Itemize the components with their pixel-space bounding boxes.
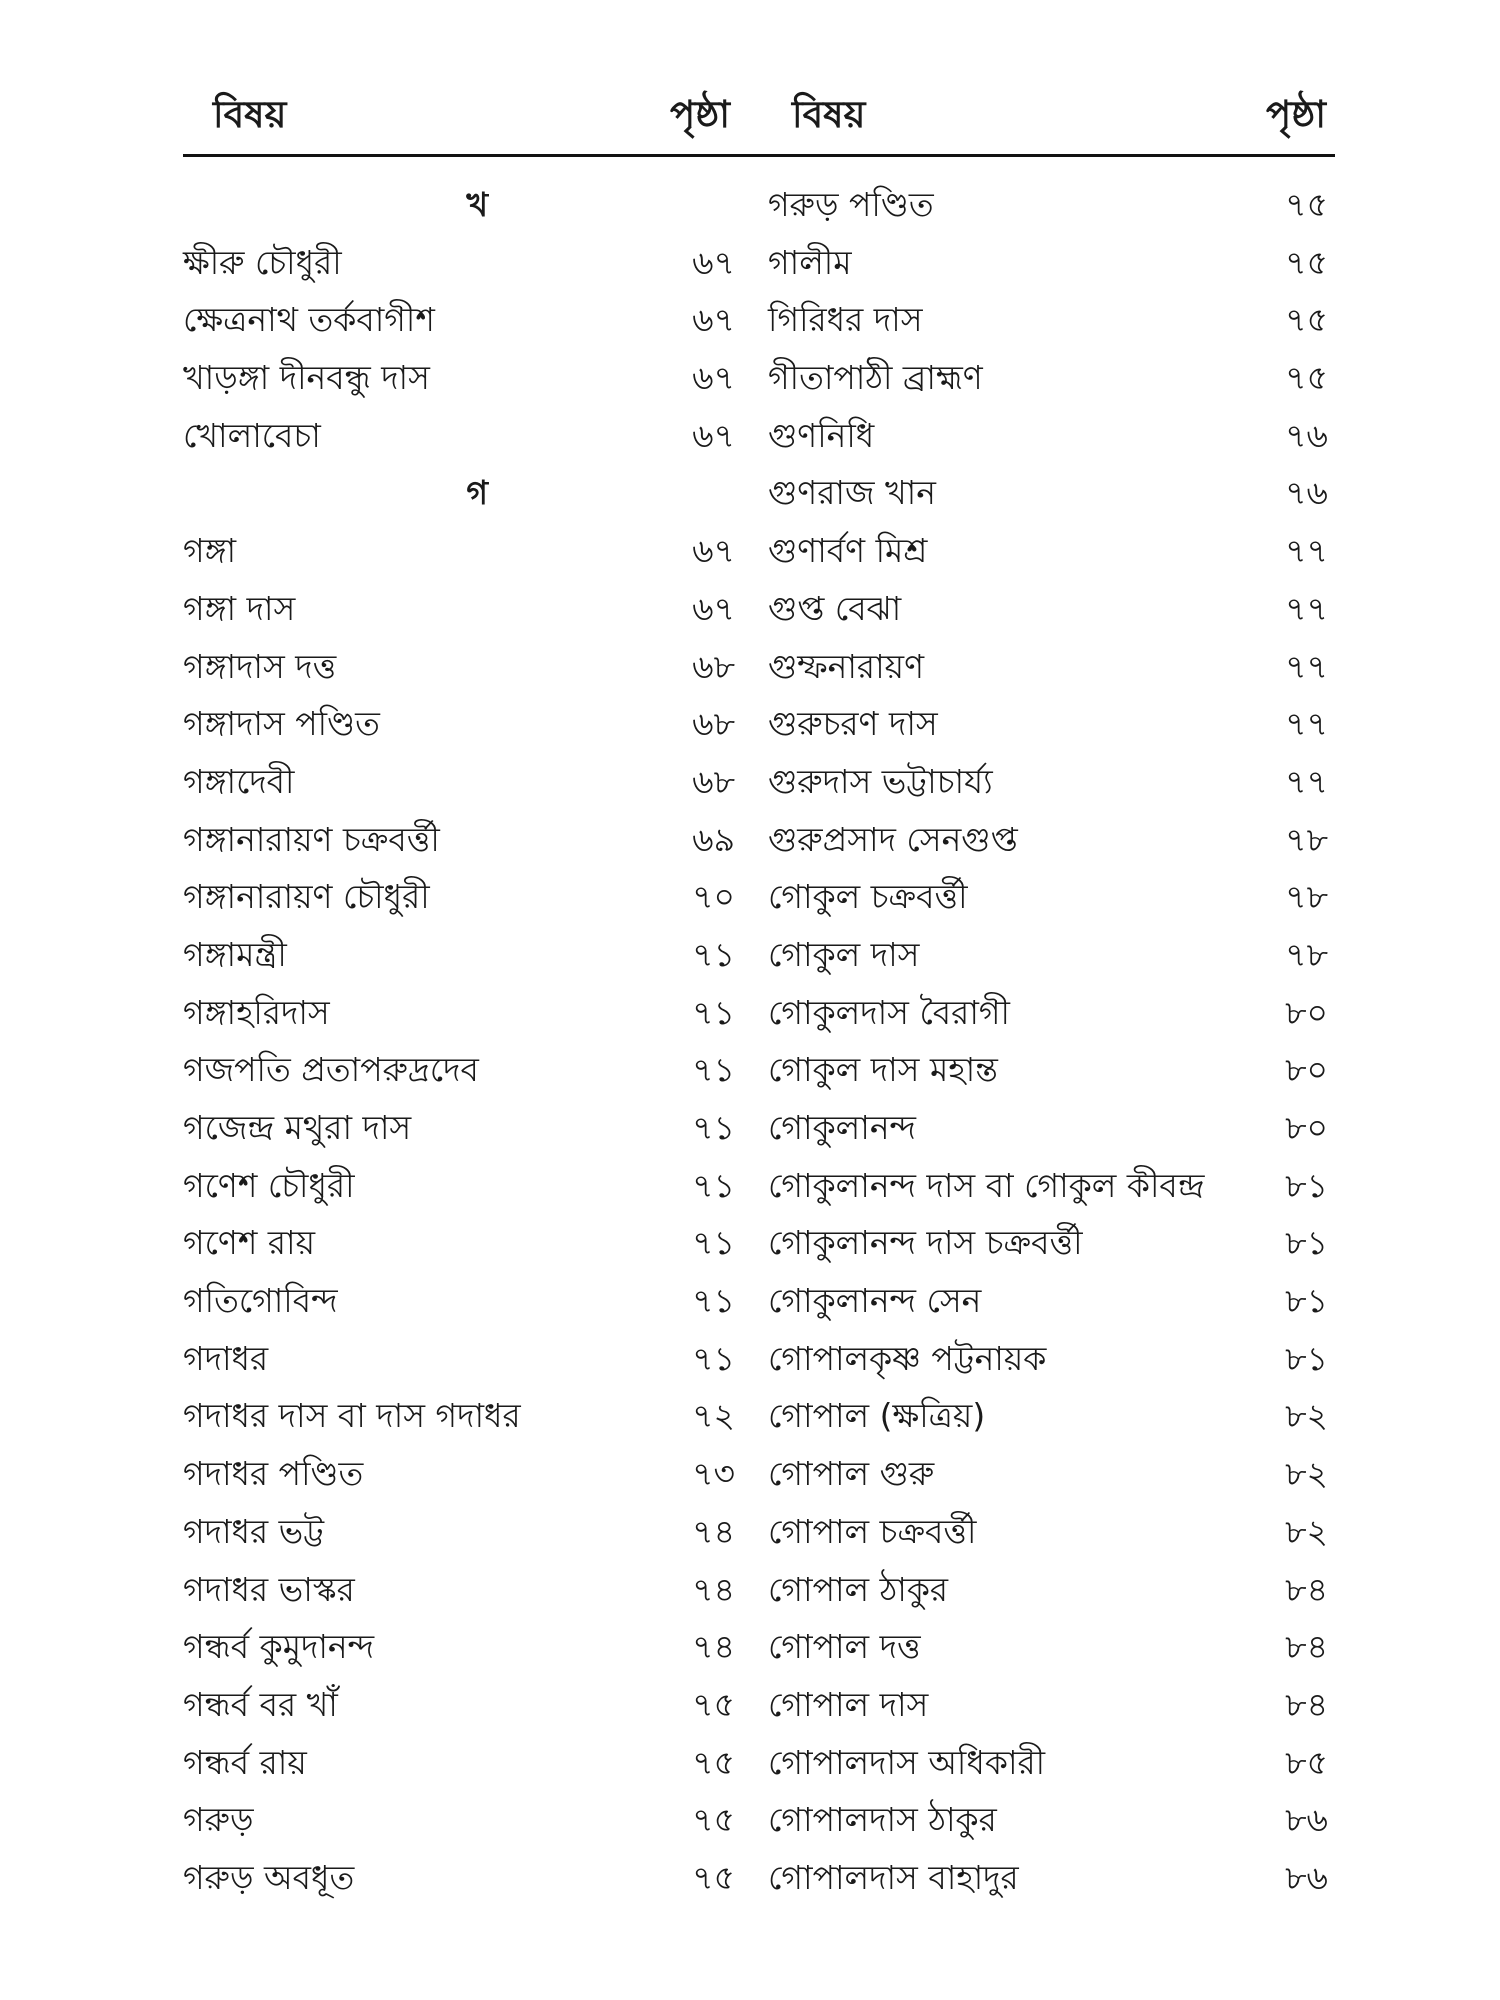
entry-page-number: ৭৬ xyxy=(1285,415,1328,455)
entry-name: গদাধর ভট্ট xyxy=(183,1511,325,1551)
index-entry xyxy=(183,1445,743,1503)
entry-name: গঙ্গাদাস পণ্ডিত xyxy=(183,704,380,744)
entry-name: গদাধর ভাস্কর xyxy=(183,1569,355,1609)
entry-page-number: ৭৭ xyxy=(1285,704,1328,744)
index-entry xyxy=(183,1387,743,1445)
entry-name: গজপতি প্রতাপরুদ্রদেব xyxy=(183,1050,479,1090)
entry-page-number: ৭১ xyxy=(692,1338,735,1378)
entry-page-number: ৬৮ xyxy=(692,704,735,744)
entry-name: গজেন্দ্র মথুরা দাস xyxy=(183,1108,412,1147)
entry-name: গদাধর দাস বা দাস গদাধর xyxy=(183,1396,521,1436)
entry-page-number: ৭১ xyxy=(692,1281,735,1321)
entry-page-number: ৬৭ xyxy=(692,300,735,340)
index-entry xyxy=(768,1214,1328,1272)
index-entry xyxy=(183,926,743,984)
entry-page-number: ৬৯ xyxy=(692,819,735,859)
entry-page-number: ৭৬ xyxy=(1285,473,1328,513)
entry-page-number: ৬৮ xyxy=(692,646,735,686)
entry-name: গোকুল চক্রবর্ত্তী xyxy=(768,877,968,917)
index-entry xyxy=(183,1041,743,1099)
index-entry xyxy=(768,1157,1328,1215)
index-entry xyxy=(768,868,1328,926)
section-letter-row xyxy=(183,464,743,522)
index-entry xyxy=(768,926,1328,984)
index-entry xyxy=(183,1503,743,1561)
entry-page-number: ৭১ xyxy=(692,1108,735,1147)
entry-page-number: ৮০ xyxy=(1285,992,1328,1032)
index-entry xyxy=(183,1849,743,1907)
entry-page-number: ৭১ xyxy=(692,1223,735,1263)
index-entry xyxy=(183,1618,743,1676)
index-entry xyxy=(768,176,1328,234)
entry-name: গুণরাজ খান xyxy=(768,473,936,513)
index-entry xyxy=(768,753,1328,811)
entry-name: গোকুল দাস xyxy=(768,934,920,974)
index-entry xyxy=(183,984,743,1042)
page-header-right: পৃষ্ঠা xyxy=(1266,93,1326,136)
entry-page-number: ৬৮ xyxy=(692,761,735,801)
entry-name: গোকুলানন্দ দাস বা গোকুল কীবন্দ্র xyxy=(768,1165,1205,1205)
index-entry xyxy=(768,464,1328,522)
entry-page-number: ৭৮ xyxy=(1285,877,1328,917)
entry-name: গোপাল গুরু xyxy=(768,1454,935,1494)
index-entry xyxy=(183,407,743,465)
index-entry xyxy=(183,811,743,869)
subject-header-left: বিষয় xyxy=(213,93,287,136)
index-entry xyxy=(183,234,743,292)
entry-page-number: ৭৪ xyxy=(692,1627,735,1667)
entry-name: গুরুচরণ দাস xyxy=(768,704,938,744)
entry-name: গরুড় অবধূত xyxy=(183,1857,355,1897)
entry-name: গদাধর xyxy=(183,1338,269,1378)
index-entry xyxy=(183,1214,743,1272)
index-entry xyxy=(768,1041,1328,1099)
index-entry xyxy=(183,1676,743,1734)
index-column-left xyxy=(183,176,743,1907)
index-entry xyxy=(768,1734,1328,1792)
entry-page-number: ৭৭ xyxy=(1285,588,1328,628)
entry-name: গঙ্গামন্ত্রী xyxy=(183,934,287,974)
entry-page-number: ৬৭ xyxy=(692,242,735,282)
entry-name: গালীম xyxy=(768,242,852,282)
index-entry xyxy=(768,984,1328,1042)
entry-page-number: ৭৫ xyxy=(1285,242,1328,282)
entry-page-number: ৭৪ xyxy=(692,1569,735,1609)
entry-name: গীতাপাঠী ব্রাহ্মণ xyxy=(768,358,983,398)
entry-page-number: ৮১ xyxy=(1285,1223,1328,1263)
entry-page-number: ৮০ xyxy=(1285,1050,1328,1090)
index-entry xyxy=(768,1503,1328,1561)
entry-page-number: ৮৪ xyxy=(1285,1627,1328,1667)
section-letter: খ xyxy=(466,185,488,224)
entry-name: গুপ্ত বেঝা xyxy=(768,588,902,628)
entry-page-number: ৮৪ xyxy=(1285,1569,1328,1609)
entry-name: গঙ্গানারায়ণ চক্রবর্ত্তী xyxy=(183,819,440,859)
entry-name: ক্ষেত্রনাথ তর্কবাগীশ xyxy=(183,300,435,340)
entry-page-number: ৮১ xyxy=(1285,1338,1328,1378)
page-header-left: পৃষ্ঠা xyxy=(670,93,730,136)
entry-name: খোলাবেচা xyxy=(183,415,321,455)
index-column-right xyxy=(768,176,1328,1907)
entry-name: ক্ষীরু চৌধুরী xyxy=(183,242,342,282)
index-entry xyxy=(183,695,743,753)
entry-name: গণেশ চৌধুরী xyxy=(183,1165,355,1205)
index-entry xyxy=(768,1445,1328,1503)
entry-name: গরুড় xyxy=(183,1800,254,1840)
entry-page-number: ৮২ xyxy=(1285,1396,1328,1436)
entry-page-number: ৭৭ xyxy=(1285,646,1328,686)
entry-page-number: ৭৭ xyxy=(1285,531,1328,571)
index-entry xyxy=(183,868,743,926)
entry-name: গোপাল (ক্ষত্রিয়) xyxy=(768,1396,986,1436)
index-entry xyxy=(183,522,743,580)
index-entry xyxy=(768,1618,1328,1676)
index-entry xyxy=(183,580,743,638)
entry-page-number: ৬৭ xyxy=(692,588,735,628)
index-entry xyxy=(183,1272,743,1330)
entry-name: গিরিধর দাস xyxy=(768,300,923,340)
entry-page-number: ৭২ xyxy=(692,1396,735,1436)
index-entry xyxy=(768,291,1328,349)
entry-page-number: ৮২ xyxy=(1285,1454,1328,1494)
entry-page-number: ৬৭ xyxy=(692,358,735,398)
index-entry xyxy=(768,1099,1328,1157)
entry-page-number: ৬৭ xyxy=(692,415,735,455)
index-entry xyxy=(183,638,743,696)
entry-name: গোপাল ঠাকুর xyxy=(768,1569,949,1609)
index-entry xyxy=(768,234,1328,292)
entry-name: গণেশ রায় xyxy=(183,1223,316,1263)
entry-name: গোপাল দাস xyxy=(768,1684,929,1724)
index-entry xyxy=(768,1272,1328,1330)
index-entry xyxy=(183,291,743,349)
entry-page-number: ৭৮ xyxy=(1285,934,1328,974)
index-entry xyxy=(768,1849,1328,1907)
entry-page-number: ৮১ xyxy=(1285,1281,1328,1321)
entry-name: গঙ্গা xyxy=(183,531,237,571)
entry-name: গঙ্গানারায়ণ চৌধুরী xyxy=(183,877,430,917)
entry-page-number: ৮৬ xyxy=(1285,1800,1328,1840)
index-entry xyxy=(183,753,743,811)
entry-page-number: ৭৫ xyxy=(1285,358,1328,398)
entry-name: গোপালদাস বাহাদুর xyxy=(768,1857,1019,1897)
entry-page-number: ৭১ xyxy=(692,1050,735,1090)
entry-page-number: ৭৫ xyxy=(1285,300,1328,340)
entry-name: গতিগোবিন্দ xyxy=(183,1281,338,1321)
index-entry xyxy=(183,1561,743,1619)
entry-name: গঙ্গাদেবী xyxy=(183,761,295,801)
entry-name: গোকুলানন্দ xyxy=(768,1108,917,1147)
entry-name: গন্ধর্ব কুমুদানন্দ xyxy=(183,1627,375,1667)
index-entry xyxy=(183,1330,743,1388)
index-entry xyxy=(768,1561,1328,1619)
header-rule xyxy=(183,154,1335,157)
entry-name: গোপালদাস অধিকারী xyxy=(768,1742,1046,1782)
entry-name: গন্ধর্ব বর খাঁ xyxy=(183,1684,338,1724)
index-entry xyxy=(768,811,1328,869)
entry-name: গুরুদাস ভট্টাচার্য্য xyxy=(768,761,993,801)
index-entry xyxy=(183,349,743,407)
entry-name: গুণার্বণ মিশ্র xyxy=(768,531,928,571)
entry-page-number: ৭৮ xyxy=(1285,819,1328,859)
entry-name: গোপালদাস ঠাকুর xyxy=(768,1800,997,1840)
section-letter-row xyxy=(183,176,743,234)
entry-name: গোকুলানন্দ সেন xyxy=(768,1281,982,1321)
entry-page-number: ৮৪ xyxy=(1285,1684,1328,1724)
index-entry xyxy=(768,1387,1328,1445)
entry-name: গোপাল চক্রবর্ত্তী xyxy=(768,1511,977,1551)
entry-page-number: ৭৩ xyxy=(692,1454,735,1494)
entry-page-number: ৭১ xyxy=(692,934,735,974)
index-entry xyxy=(768,1330,1328,1388)
entry-name: গরুড় পণ্ডিত xyxy=(768,185,934,224)
index-entry xyxy=(768,1791,1328,1849)
index-entry xyxy=(768,522,1328,580)
subject-header-right: বিষয় xyxy=(792,93,866,136)
index-entry xyxy=(768,1676,1328,1734)
index-entry xyxy=(183,1099,743,1157)
entry-page-number: ৮১ xyxy=(1285,1165,1328,1205)
entry-name: গোকুলানন্দ দাস চক্রবর্ত্তী xyxy=(768,1223,1083,1263)
entry-page-number: ৮২ xyxy=(1285,1511,1328,1551)
entry-name: গোপাল দত্ত xyxy=(768,1627,921,1667)
section-letter: গ xyxy=(466,473,488,513)
index-entry xyxy=(183,1157,743,1215)
entry-name: খাড়ঙ্গা দীনবন্ধু দাস xyxy=(183,358,430,398)
index-entry xyxy=(768,407,1328,465)
entry-page-number: ৭০ xyxy=(692,877,735,917)
entry-page-number: ৮০ xyxy=(1285,1108,1328,1147)
entry-page-number: ৭৫ xyxy=(692,1742,735,1782)
entry-page-number: ৮৬ xyxy=(1285,1857,1328,1897)
entry-name: গোকুলদাস বৈরাগী xyxy=(768,992,1010,1032)
entry-name: গন্ধর্ব রায় xyxy=(183,1742,307,1782)
entry-page-number: ৮৫ xyxy=(1285,1742,1328,1782)
entry-name: গোপালকৃষ্ণ পট্টনায়ক xyxy=(768,1338,1047,1378)
entry-page-number: ৭৫ xyxy=(692,1857,735,1897)
entry-name: গঙ্গাহরিদাস xyxy=(183,992,330,1032)
entry-page-number: ৭৭ xyxy=(1285,761,1328,801)
entry-page-number: ৬৭ xyxy=(692,531,735,571)
entry-name: গুরুপ্রসাদ সেনগুপ্ত xyxy=(768,819,1018,859)
entry-name: গোকুল দাস মহান্ত xyxy=(768,1050,998,1090)
entry-name: গুণনিধি xyxy=(768,415,875,455)
entry-name: গঙ্গা দাস xyxy=(183,588,296,628)
entry-page-number: ৭১ xyxy=(692,992,735,1032)
entry-page-number: ৭৫ xyxy=(692,1684,735,1724)
entry-page-number: ৭৪ xyxy=(692,1511,735,1551)
index-entry xyxy=(183,1734,743,1792)
entry-page-number: ৭৫ xyxy=(1285,185,1328,224)
entry-name: গঙ্গাদাস দত্ত xyxy=(183,646,337,686)
index-entry xyxy=(768,695,1328,753)
index-entry xyxy=(768,349,1328,407)
index-entry xyxy=(768,580,1328,638)
entry-name: গদাধর পণ্ডিত xyxy=(183,1454,364,1494)
entry-page-number: ৭১ xyxy=(692,1165,735,1205)
index-entry xyxy=(768,638,1328,696)
index-entry xyxy=(183,1791,743,1849)
entry-name: গুম্ফনারায়ণ xyxy=(768,646,925,686)
entry-page-number: ৭৫ xyxy=(692,1800,735,1840)
